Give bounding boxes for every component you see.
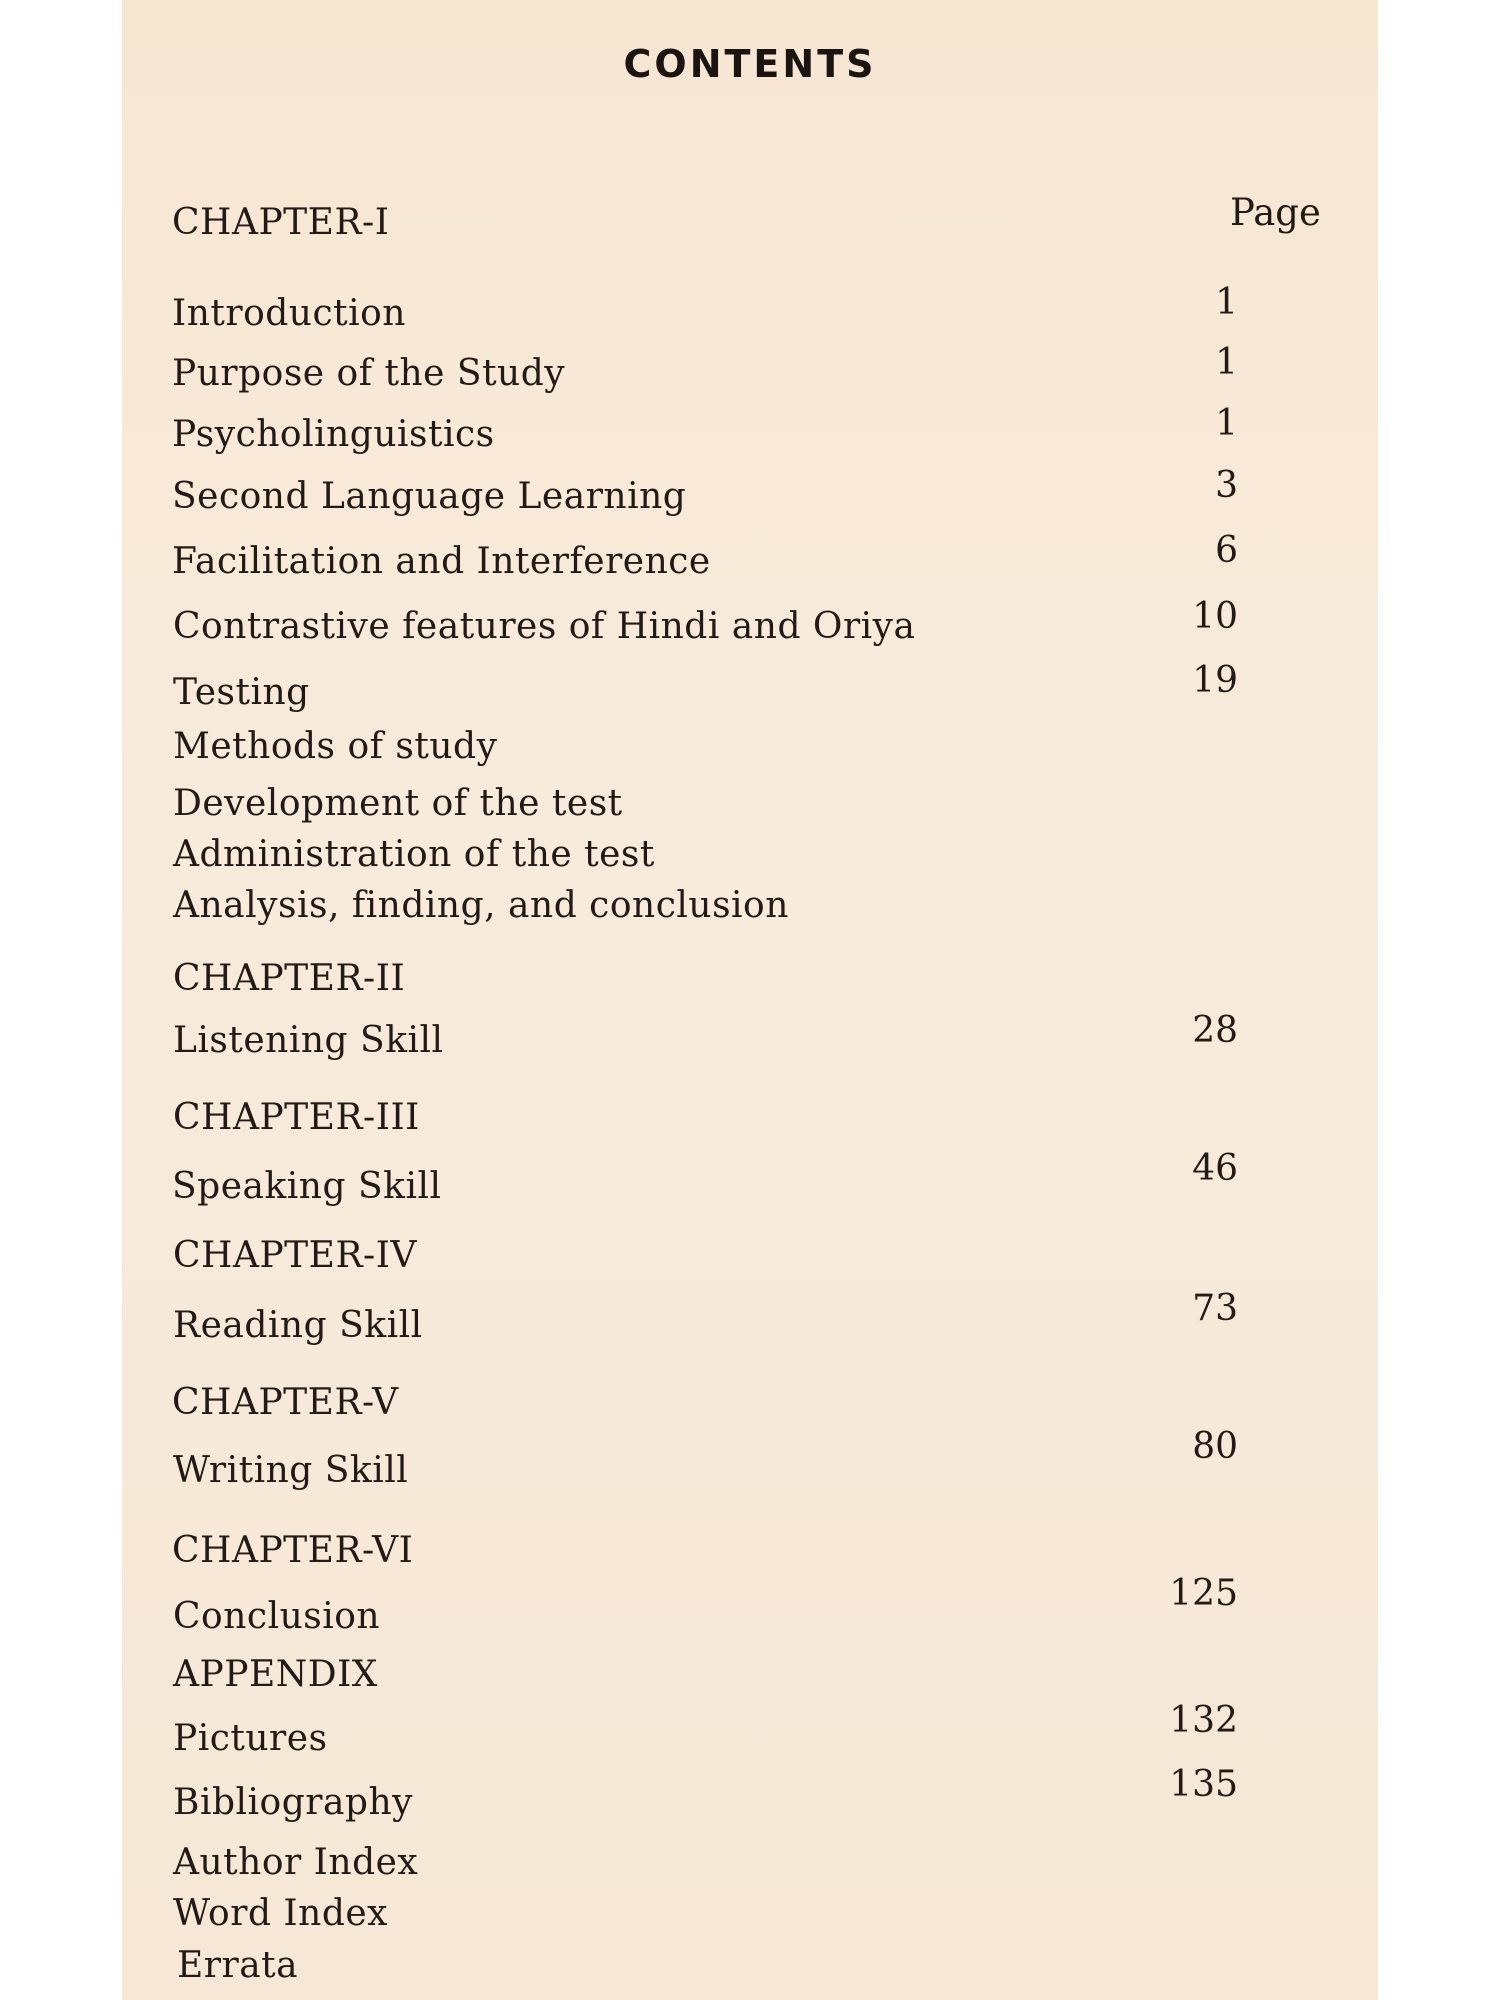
toc-title: Bibliography	[173, 1782, 413, 1823]
toc-page-number: 132	[1169, 1700, 1238, 1741]
toc-title: Pictures	[173, 1718, 328, 1759]
toc-page-number: 1	[1215, 342, 1238, 383]
toc-page-number: 46	[1192, 1148, 1238, 1189]
toc-title: CHAPTER-II	[173, 958, 406, 999]
toc-title: Speaking Skill	[172, 1166, 442, 1207]
toc-title: APPENDIX	[173, 1654, 378, 1695]
toc-title: Facilitation and Interference	[172, 541, 711, 582]
toc-title: Errata	[177, 1945, 299, 1986]
toc-page-number: 10	[1192, 596, 1238, 637]
toc-title: Development of the test	[173, 783, 623, 824]
toc-title: Word Index	[173, 1893, 388, 1934]
toc-title: CHAPTER-III	[173, 1097, 420, 1138]
book-page	[122, 0, 1378, 2000]
toc-title: CHAPTER-VI	[172, 1530, 414, 1571]
toc-title: Second Language Learning	[172, 476, 687, 517]
toc-title: CHAPTER-V	[172, 1382, 399, 1423]
toc-page-number: 3	[1215, 465, 1238, 506]
toc-title: Listening Skill	[173, 1020, 444, 1061]
toc-page-number: 6	[1215, 530, 1238, 571]
toc-page-number: 1	[1215, 403, 1238, 444]
toc-title: CHAPTER-I	[172, 202, 390, 243]
page-column-label: Page	[1230, 191, 1321, 234]
toc-page-number: 80	[1192, 1426, 1238, 1467]
toc-title: Administration of the test	[173, 834, 655, 875]
toc-title: Writing Skill	[173, 1450, 409, 1491]
toc-title: Purpose of the Study	[172, 353, 566, 394]
toc-title: Conclusion	[173, 1596, 381, 1637]
toc-page-number: 1	[1215, 282, 1238, 323]
toc-title: Introduction	[172, 293, 406, 334]
toc-page-number: 125	[1169, 1573, 1238, 1614]
toc-page-number: 73	[1192, 1288, 1238, 1329]
toc-title: Author Index	[173, 1842, 419, 1883]
toc-title: Contrastive features of Hindi and Oriya	[173, 606, 916, 647]
toc-page-number: 28	[1192, 1010, 1238, 1051]
toc-title: CHAPTER-IV	[173, 1235, 417, 1276]
contents-heading: CONTENTS	[623, 42, 877, 86]
toc-title: Testing	[173, 672, 310, 713]
toc-title: Methods of study	[173, 726, 498, 767]
toc-title: Analysis, finding, and conclusion	[173, 885, 789, 926]
toc-page-number: 19	[1192, 660, 1238, 701]
toc-title: Psycholinguistics	[172, 414, 495, 455]
toc-page-number: 135	[1169, 1764, 1238, 1805]
toc-title: Reading Skill	[173, 1305, 423, 1346]
